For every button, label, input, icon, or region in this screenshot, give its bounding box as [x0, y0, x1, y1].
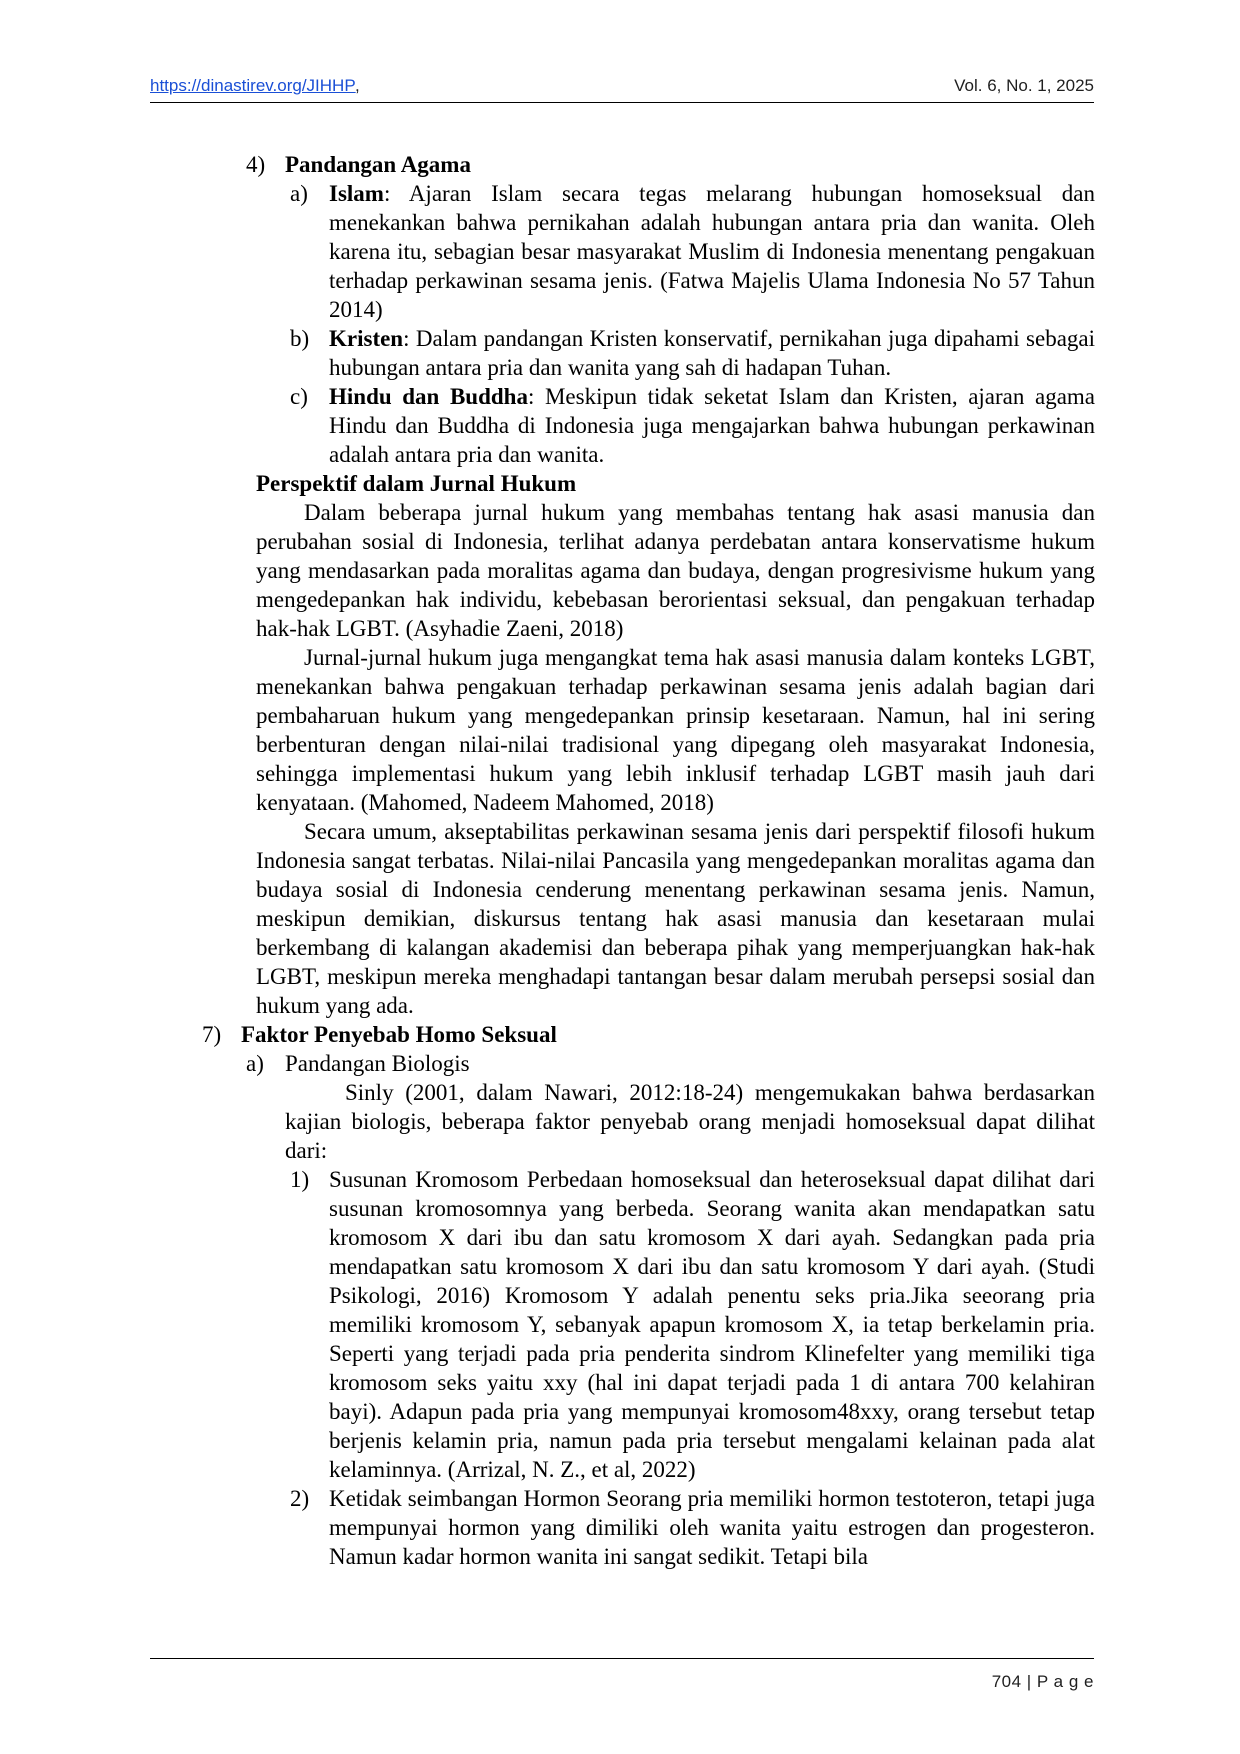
volume-issue: Vol. 6, No. 1, 2025: [954, 76, 1094, 95]
item-body: : Meskipun tidak seketat Islam dan Kristen, ajaran agama Hindu dan Buddha di Indonesia juga mengajarkan bahwa hubungan perkawinan adalah antara pria dan wanita.: [329, 384, 1095, 467]
item-text: Ketidak seimbangan Hormon Seorang pria memiliki hormon testoteron, tetapi juga mempunyai hormon yang dimiliki oleh wanita yaitu estrogen dan progesteron. Namun kadar hormon wanita ini sangat sedikit. Tetapi bila: [329, 1486, 1095, 1569]
paragraph: Secara umum, akseptabilitas perkawinan sesama jenis dari perspektif filosofi hukum Indonesia sangat terbatas. Nilai-nilai Pancasila yang mengedepankan moralitas agama dan budaya sosial di Indonesia cenderung menentang perkawinan sesama jenis. Namun, meskipun demikian, diskursus tentang hak asasi manusia dan kesetaraan mulai berkembang di kalangan akademisi dan beberapa pihak yang memperjuangkan hak-hak LGBT, meskipun mereka menghadapi tantangan besar dalam merubah persepsi sosial dan hukum yang ada.: [256, 819, 1095, 1018]
item-text: [329, 324, 1095, 382]
item-text: Susunan Kromosom Perbedaan homoseksual dan heteroseksual dapat dilihat dari susunan kromosomnya yang berbeda. Seorang wanita akan mendapatkan satu kromosom X dari ibu dan satu kromosom X dari ayah. Sedangkan pada pria mendapatkan satu kromosom X dari ibu dan satu kromosom Y dari ayah. (Studi Psikologi, 2016) Kromosom Y adalah penentu seks pria.Jika seeorang pria memiliki kromosom Y, sebanyak apapun kromosom X, ia tetap berkelamin pria. Seperti yang terjadi pada pria penderita sindrom Klinefelter yang memiliki tiga kromosom seks yaitu xxy (hal ini dapat terjadi pada 1 di antara 700 kelahiran bayi). Adapun pada pria yang mempunyai kromosom48xxy, orang tersebut tetap berjenis kelamin pria, namun pada pria tersebut mengalami kelainan pada alat kelaminnya. (Arrizal, N. Z., et al, 2022): [329, 1167, 1095, 1482]
item-term: Kristen: [329, 326, 404, 351]
item-marker: a): [290, 181, 308, 206]
subsection-title: Perspektif dalam Jurnal Hukum: [256, 471, 577, 496]
section-number: 7): [202, 1022, 222, 1047]
item-marker: 2): [290, 1486, 310, 1511]
page-header: [150, 76, 1094, 102]
section-title: Faktor Penyebab Homo Seksual: [241, 1022, 557, 1047]
header-comma: ,: [355, 76, 360, 95]
item-text: [329, 382, 1095, 469]
item-term: Hindu dan Buddha: [329, 384, 528, 409]
item-body: : Dalam pandangan Kristen konservatif, pernikahan juga dipahami sebagai hubungan antara pria dan wanita yang sah di hadapan Tuhan.: [329, 326, 1095, 380]
item-marker: 1): [290, 1167, 310, 1192]
paragraph: Dalam beberapa jurnal hukum yang membahas tentang hak asasi manusia dan perubahan sosial di Indonesia, terlihat adanya perdebatan antara konservatisme hukum yang mendasarkan pada moralitas agama dan budaya, dengan progresivisme hukum yang mengedepankan hak individu, kebebasan berorientasi seksual, dan pengakuan terhadap hak-hak LGBT. (Asyhadie Zaeni, 2018): [256, 500, 1095, 641]
item-marker: b): [290, 326, 310, 351]
page-number: 704 | P a g e: [991, 1672, 1094, 1691]
subsection-title: Pandangan Biologis: [285, 1051, 470, 1076]
paragraph: Sinly (2001, dalam Nawari, 2012:18-24) mengemukakan bahwa berdasarkan kajian biologis, beberapa faktor penyebab orang menjadi homoseksual dapat dilihat dari:: [285, 1080, 1095, 1163]
paragraph: Jurnal-jurnal hukum juga mengangkat tema hak asasi manusia dalam konteks LGBT, menekankan bahwa pengakuan terhadap perkawinan sesama jenis adalah bagian dari pembaharuan hukum yang mengedepankan prinsip kesetaraan. Namun, hal ini sering berbenturan dengan nilai-nilai tradisional yang dipegang oleh masyarakat Indonesia, sehingga implementasi hukum yang lebih inklusif terhadap LGBT masih jauh dari kenyataan. (Mahomed, Nadeem Mahomed, 2018): [256, 645, 1095, 815]
footer-rule: [150, 1658, 1094, 1659]
journal-url-link[interactable]: https://dinastirev.org/JIHHP: [150, 76, 356, 95]
header-rule: [150, 102, 1094, 103]
item-term: Islam: [329, 181, 384, 206]
subsection-marker: a): [246, 1051, 264, 1076]
item-body: : Ajaran Islam secara tegas melarang hubungan homoseksual dan menekankan bahwa pernikahan adalah hubungan antara pria dan wanita. Oleh karena itu, sebagian besar masyarakat Muslim di Indonesia menentang pengakuan terhadap perkawinan sesama jenis. (Fatwa Majelis Ulama Indonesia No 57 Tahun 2014): [329, 181, 1095, 322]
section-number: 4): [246, 152, 266, 177]
item-text: [329, 179, 1095, 324]
item-marker: c): [290, 384, 308, 409]
section-title: Pandangan Agama: [285, 152, 471, 177]
